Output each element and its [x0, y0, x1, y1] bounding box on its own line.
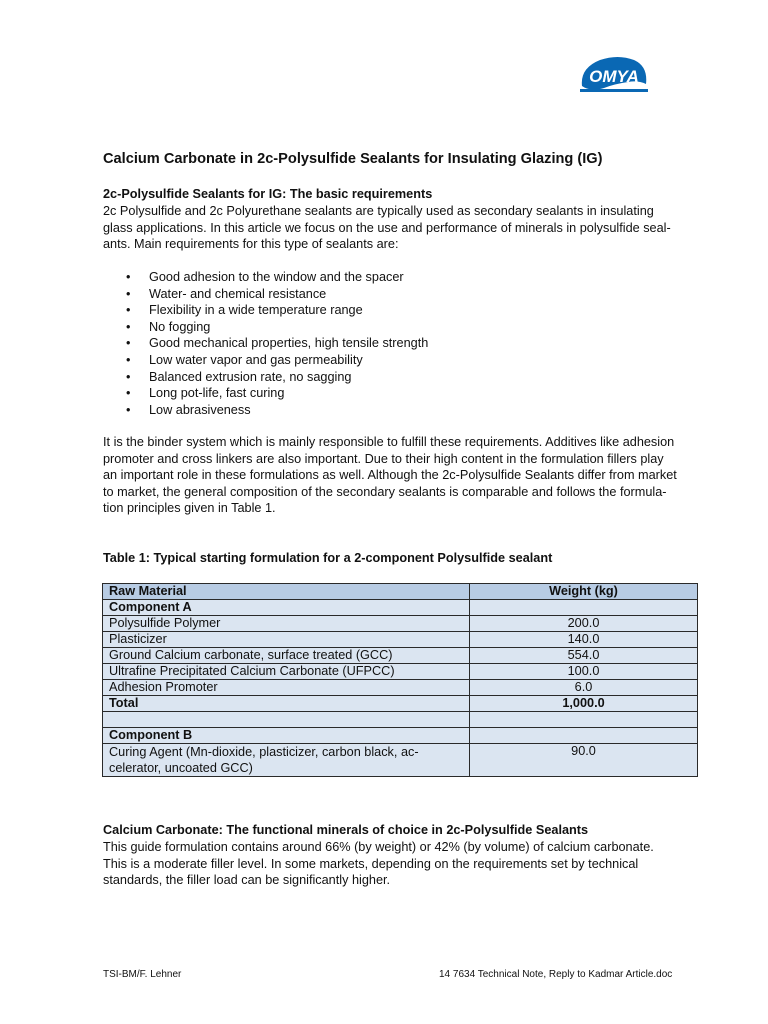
weight-cell: 554.0: [470, 648, 698, 664]
list-item: • Long pot-life, fast curing: [103, 385, 603, 402]
text-line: to market, the general composition of the secondary sealants is comparable and follows the formula-: [103, 484, 667, 499]
footer-filename: 14 7634 Technical Note, Reply to Kadmar Article.doc: [439, 969, 673, 980]
text-line: tion principles given in Table 1.: [103, 501, 276, 516]
text-line: glass applications. In this article we focus on the use and performance of minerals in polysulfide seal-: [103, 220, 671, 235]
formulation-table: [102, 583, 698, 777]
empty-cell: [470, 712, 698, 728]
material-cell: Polysulfide Polymer: [103, 616, 470, 632]
text-line: promoter and cross linkers are also important. Due to their high content in the formulation fillers play: [103, 451, 664, 466]
empty-cell: [103, 712, 470, 728]
material-cell: [103, 744, 470, 777]
material-cell: Ground Calcium carbonate, surface treated (GCC): [103, 648, 470, 664]
total-weight: 1,000.0: [470, 696, 698, 712]
spacer-row: [103, 712, 698, 728]
empty-cell: [470, 600, 698, 616]
material-line: celerator, uncoated GCC): [109, 761, 253, 775]
component-a-row: [103, 600, 698, 616]
section3-paragraph: [103, 839, 728, 889]
footer-author: TSI-BM/F. Lehner: [103, 969, 182, 980]
omya-logo: [578, 54, 650, 94]
document-title: Calcium Carbonate in 2c-Polysulfide Sealants for Insulating Glazing (IG): [103, 151, 603, 167]
binder-paragraph: [103, 434, 728, 517]
weight-cell: 6.0: [470, 680, 698, 696]
section1-paragraph: [103, 203, 728, 253]
text-line: an important role in these formulations as well. Although the 2c-Polysulfide Sealants differ from market: [103, 468, 677, 483]
component-b-row: [103, 728, 698, 744]
material-cell: Plasticizer: [103, 632, 470, 648]
material-line: Curing Agent (Mn-dioxide, plasticizer, carbon black, ac-: [109, 745, 419, 759]
weight-cell: 100.0: [470, 664, 698, 680]
component-b-label: Component B: [103, 728, 470, 744]
header-raw-material: Raw Material: [103, 584, 470, 600]
table-row: [103, 744, 698, 777]
material-cell: Adhesion Promoter: [103, 680, 470, 696]
table-row: [103, 648, 698, 664]
text-line: It is the binder system which is mainly responsible to fulfill these requirements. Additives like adhesion: [103, 435, 675, 449]
text-line: ants. Main requirements for this type of sealants are:: [103, 237, 399, 252]
section1-heading: 2c-Polysulfide Sealants for IG: The basic requirements: [103, 187, 433, 201]
omya-logo-graphic: [578, 54, 650, 94]
total-row: [103, 696, 698, 712]
list-item: • Good adhesion to the window and the spacer: [103, 269, 603, 286]
requirements-list: [103, 269, 603, 418]
total-label: Total: [103, 696, 470, 712]
text-line: This is a moderate filler level. In some markets, depending on the requirements set by technical: [103, 856, 639, 871]
text-line: 2c Polysulfide and 2c Polyurethane sealants are typically used as secondary sealants in insulating: [103, 204, 654, 218]
list-item: • No fogging: [103, 319, 603, 336]
weight-cell: 140.0: [470, 632, 698, 648]
list-item: • Balanced extrusion rate, no sagging: [103, 369, 603, 386]
table-row: [103, 632, 698, 648]
component-a-label: Component A: [103, 600, 470, 616]
list-item: • Low water vapor and gas permeability: [103, 352, 603, 369]
text-line: This guide formulation contains around 66% (by weight) or 42% (by volume) of calcium carbonate.: [103, 840, 654, 854]
material-cell: Ultrafine Precipitated Calcium Carbonate (UFPCC): [103, 664, 470, 680]
table-row: [103, 680, 698, 696]
empty-cell: [470, 728, 698, 744]
header-weight: Weight (kg): [470, 584, 698, 600]
logo-text: OMYA: [589, 67, 639, 86]
list-item: • Low abrasiveness: [103, 402, 603, 419]
weight-cell: 90.0: [470, 744, 698, 777]
table-row: [103, 616, 698, 632]
table-header-row: [103, 584, 698, 600]
table-caption: Table 1: Typical starting formulation for a 2-component Polysulfide sealant: [103, 551, 553, 565]
list-item: • Good mechanical properties, high tensile strength: [103, 335, 603, 352]
weight-cell: 200.0: [470, 616, 698, 632]
list-item: • Flexibility in a wide temperature range: [103, 302, 603, 319]
text-line: standards, the filler load can be significantly higher.: [103, 873, 391, 888]
table-row: [103, 664, 698, 680]
section3-heading: Calcium Carbonate: The functional minerals of choice in 2c-Polysulfide Sealants: [103, 823, 589, 837]
list-item: • Water- and chemical resistance: [103, 286, 603, 303]
